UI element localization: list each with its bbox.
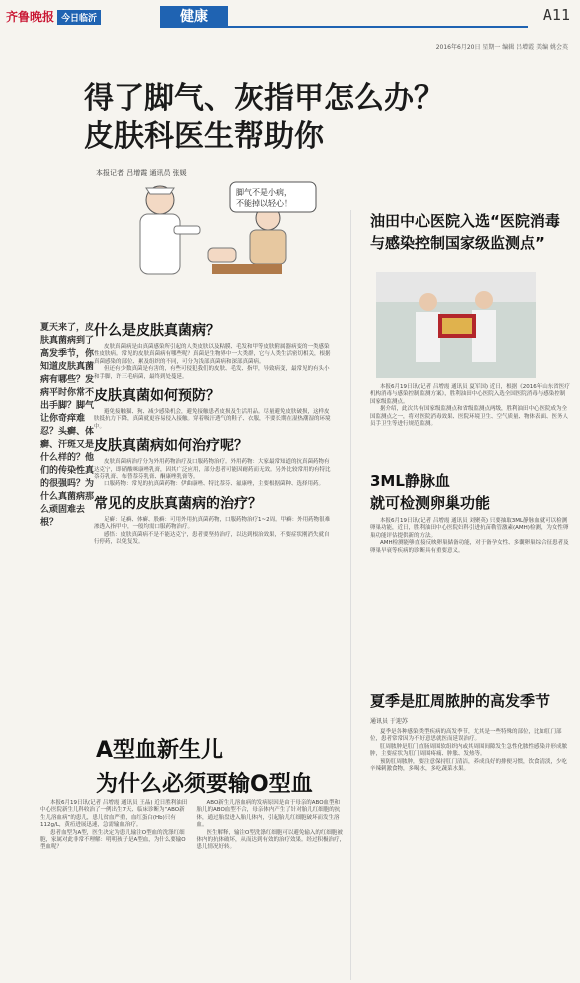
right-paragraph: 本报6月19日讯(记者 吕增霞 通讯员 夏军国) 近日，根据《2016年山东省医疗机构消毒与感染控制监测方案》，胜利油田中心医院入选全国医院消毒与感染控制国家级监测点。 [370,384,570,405]
right-paragraph: 夏季是各种感染类型疾病的高发季节，尤其是一些特殊的部位，比如肛门部位，患者常常因为不好意思就医而延误治疗。 [370,729,562,743]
headline-line1: 得了脚气、灰指甲怎么办？ [84,81,444,116]
subheading-4: 常见的皮肤真菌病的治疗？ [94,495,262,512]
logo-text: 齐鲁晚报 [6,10,55,24]
article-paragraph: 口服药物：常见的抗真菌药物：伊曲康唑、特比萘芬、氟康唑，主要根据菌种、选择用药。 [104,481,325,488]
page-number: A11 [542,6,570,24]
right-article-3 [370,690,570,773]
bottom-paragraph: ABO新生儿溶血病的发病原因是由于母亲的ABO血型和胎儿的ABO血型不合，母亲体内产生了针对胎儿红细胞的抗体，通过胎盘进入胎儿体内，引起胎儿红细胞破坏而发生溶血。 [196,800,341,829]
hospital-award-photo [376,272,536,378]
article-paragraph: 足癣：足癣、体癣、股癣：可用外用抗真菌药物，口服药物治疗1~2周。甲癣：外用药物很难渗透入指甲中，一般均需口服药物治疗。 [94,516,331,531]
subheading-2: 皮肤真菌如何预防？ [94,388,220,405]
right-article-1-body [370,384,570,428]
page-meta: 2016年6月20日 星期一 编辑 吕增霞 美编 姚会英 [435,44,568,51]
right-paragraph: 据介绍，此次共有国家级监测点和省级监测点两级，胜利油田中心医院成为全国监测点之一，将对医院消毒效果、医院环境卫生、空气质量、物体表面、医务人员手卫生等进行规范监测。 [370,406,569,428]
right-title-1b: 与感染控制国家级监测点” [370,234,545,252]
right-title-2b: 就可检测卵巢功能 [370,494,491,512]
right-paragraph: 预防肛周脓肿，要注意保持肛门清洁，养成良好的排便习惯，饮食清淡，少吃辛辣刺激食物，多喝水，多吃蔬菜水果。 [370,758,568,773]
bottom-paragraph: 患者血型为A型，医生决定为患儿输注O型血的洗涤红细胞，家属对此非常不理解：明明孩子是A型血，为什么要输O型血呢？ [40,829,186,851]
bottom-paragraph: 医生解释，输注O型洗涤红细胞可以避免输入的红细胞被体内的抗体破坏，从而达到有效的治疗效果。经过积极治疗，患儿情况好转。 [196,829,346,851]
right-paragraph: 肛周脓肿是肛门直肠周围软组织内或其周围间隙发生急性化脓性感染并形成脓肿，主要症状为肛门周围疼痛、肿胀、发热等。 [370,743,568,758]
right-paragraph: 本报6月19日讯(记者 吕增霞 通讯员 刘聚英) 只要抽取3ML静脉血就可以检测卵巢功能，近日，胜利油田中心医院妇科引进抗苗勒管激素(AMH)检测，为女性卵巢功能评估提供新的方法。 [370,518,569,539]
bottom-headline [96,734,313,802]
article-paragraph: 皮肤真菌病治疗分为外用药物治疗及口服药物治疗。外用药物：大家最常知道的抗真菌药物有达克宁，即硝酸咪康唑乳膏，因其广泛应用，部分患者可能因耐药而无效。另外比较常用的有特比萘芬乳膏、布替萘芬乳膏、酮康唑乳膏等。 [94,459,331,481]
section-rule [228,26,528,28]
bottom-article [40,800,345,852]
right-title-3: 夏季是肛周脓肿的高发季节 [370,692,551,710]
doctor-illustration [100,178,330,296]
right-article-1 [370,210,570,254]
right-title-1a: 油田中心医院入选“医院消毒 [370,212,560,230]
bottom-headline-line1: A型血新生儿 [96,738,224,763]
article-paragraph: 感悟：皮肤真菌病不是不能达克宁，患者要坚持治疗，以达到根治效果，不要症状刚消失就自行停药，以免复发。 [94,531,330,546]
intro-column: 夏天来了，皮肤真菌病到了高发季节，你知道皮肤真菌病有哪些？发病平时你常不出手脚？脚气让你奇痒难忍？头癣、体癣、汗斑又是什么样的？他们的传染性真的很强吗？为什么真菌病那么顽固难去根？ [40,323,95,528]
column-divider [350,210,351,980]
section-tab: 健康 [160,6,228,28]
masthead [0,0,580,30]
main-article [94,316,334,547]
right-paragraph: AMH检测能够直接反映卵巢储备功能，对于备孕女性、多囊卵巢综合征患者及卵巢早衰等疾病的诊断具有重要意义。 [370,540,569,554]
speech-bubble-line2: 不能掉以轻心！ [236,199,292,208]
headline-line2: 皮肤科医生帮助你 [84,119,324,154]
speech-bubble-line1: 脚气不是小病， [236,188,292,197]
bottom-paragraph: 本报6月19日讯(记者 吕增霞 通讯员 王晶) 近日胜利油田中心医院新生儿科收治了一例出生7天、临床诊断为“ABO新生儿溶血病”的患儿，患儿贫血严重，血红蛋白(Hb)只有112g/L，黄疸进展迅速，急需输血治疗。 [40,800,188,829]
right-title-2a: 3ML静脉血 [370,472,450,490]
bottom-headline-line2: 为什么必须要输O型血 [96,772,313,797]
article-paragraph: 皮肤真菌病是由真菌感染所引起的人类皮肤以及粘膜、毛发和甲等皮肤附属器病变的一类感染性皮肤病。常见的皮肤真菌病有哪些呢？真菌是生物界中一大类群，它与人类生活密切相关，根据真菌感染的部位、累及组织的不同，可分为浅部真菌病和深部真菌病。 [94,344,331,365]
article-paragraph: 避免接触猫、狗、减少感染机会，避免接触患者皮损及生活用品。尽量避免皮肤破损，这样皮肤抵抗力下降，真菌就更容易侵入接触。穿着吸汗透气的鞋子、衣服，不要长期在湿热潮湿的环境中。 [94,409,331,430]
article-paragraph: 但还有少数真菌是有害的，有些可侵犯我们的皮肤、毛发、指甲，导致病变，最常见的有头小和手脚，许三毛病菌，最终到处蔓延。 [94,366,330,380]
right-byline-3: 通讯员 于迎苏 [370,718,408,725]
subheading-1: 什么是皮肤真菌病？ [94,323,220,339]
logo-tag: 今日临沂 [57,10,101,25]
headline-byline: 本报记者 吕增霞 通讯员 张媛 [96,169,187,177]
newspaper-logo [6,8,101,25]
subheading-3: 皮肤真菌病如何治疗呢？ [94,438,248,455]
headline [84,80,504,156]
right-article-2 [370,470,570,555]
